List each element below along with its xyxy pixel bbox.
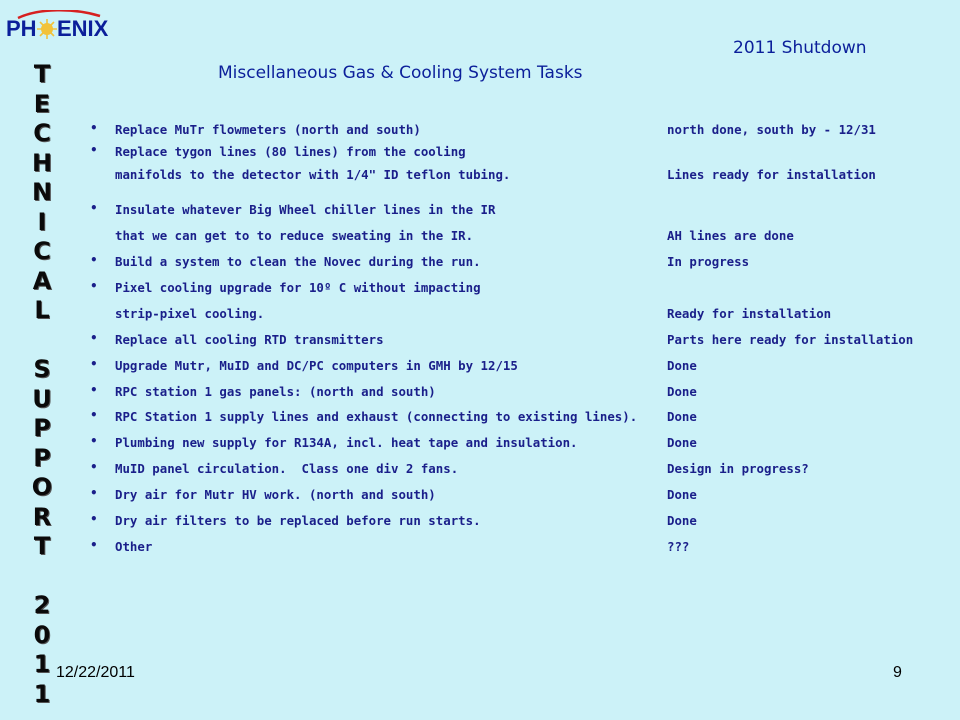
- task-description-continued: manifolds to the detector with 1/4" ID teflon tubing.: [115, 167, 511, 182]
- task-description: Plumbing new supply for R134A, incl. heat tape and insulation.: [115, 435, 578, 450]
- task-status: north done, south by - 12/31: [667, 122, 876, 137]
- side-letter: I: [37, 207, 47, 236]
- logo-text-right: ENIX: [57, 16, 109, 41]
- side-letter: 0: [33, 620, 51, 649]
- side-letter: C: [33, 237, 51, 265]
- bullet-icon: •: [90, 486, 98, 500]
- task-description: Dry air for Mutr HV work. (north and south): [115, 487, 436, 502]
- task-description: Replace tygon lines (80 lines) from the cooling: [115, 144, 466, 159]
- side-letter: 2: [33, 591, 51, 619]
- bullet-icon: •: [90, 512, 98, 526]
- bullet-icon: •: [90, 408, 98, 422]
- task-status: Done: [667, 384, 697, 399]
- bullet-icon: •: [90, 331, 98, 345]
- shutdown-label: 2011 Shutdown: [733, 38, 867, 58]
- bullet-icon: •: [90, 460, 98, 474]
- side-letter: P: [33, 414, 51, 442]
- phenix-logo: [4, 10, 114, 42]
- bullet-icon: •: [90, 434, 98, 448]
- footer-date: 12/22/2011: [56, 664, 135, 681]
- bullet-icon: •: [90, 357, 98, 371]
- task-description: MuID panel circulation. Class one div 2 fans.: [115, 461, 459, 476]
- task-status: Done: [667, 435, 697, 450]
- side-letter: E: [33, 89, 51, 118]
- side-letter: 1: [33, 679, 51, 708]
- slide-title: Miscellaneous Gas & Cooling System Tasks: [218, 63, 583, 83]
- task-status: In progress: [667, 254, 750, 269]
- task-status: Done: [667, 513, 697, 528]
- side-spacer: [22, 326, 62, 356]
- task-description: Build a system to clean the Novec during the run.: [115, 254, 481, 269]
- bullet-icon: •: [90, 201, 98, 215]
- task-status: Design in progress?: [667, 461, 809, 476]
- side-letter: U: [32, 384, 52, 413]
- side-letter: 1: [33, 650, 51, 678]
- task-description: Insulate whatever Big Wheel chiller lines in the IR: [115, 202, 496, 217]
- bullet-icon: •: [90, 279, 98, 293]
- task-status: Done: [667, 487, 697, 502]
- side-letter: A: [32, 266, 52, 295]
- task-status: Lines ready for installation: [667, 167, 876, 182]
- side-letter: T: [33, 60, 51, 88]
- bullet-icon: •: [90, 121, 98, 135]
- bullet-icon: •: [90, 383, 98, 397]
- task-status: Done: [667, 358, 697, 373]
- task-description: Replace MuTr flowmeters (north and south): [115, 122, 421, 137]
- side-spacer: [22, 562, 62, 592]
- logo-text-left: PH: [6, 16, 37, 41]
- side-letter: R: [32, 502, 52, 531]
- task-status: Done: [667, 409, 697, 424]
- task-description: Pixel cooling upgrade for 10º C without impacting: [115, 280, 481, 295]
- side-letter: P: [33, 443, 51, 472]
- task-description: RPC Station 1 supply lines and exhaust (connecting to existing lines).: [115, 409, 638, 424]
- bullet-icon: •: [90, 143, 98, 157]
- side-letter: T: [33, 532, 51, 560]
- task-status: ???: [667, 539, 690, 554]
- side-letter: C: [33, 119, 51, 147]
- task-status: Parts here ready for installation: [667, 332, 914, 347]
- task-description-continued: that we can get to to reduce sweating in the IR.: [115, 228, 474, 243]
- task-description: Replace all cooling RTD transmitters: [115, 332, 384, 347]
- bullet-icon: •: [90, 253, 98, 267]
- side-letter: L: [34, 296, 50, 324]
- side-title: [22, 60, 62, 709]
- task-description: Upgrade Mutr, MuID and DC/PC computers in GMH by 12/15: [115, 358, 518, 373]
- side-letter: S: [33, 355, 51, 383]
- task-description: RPC station 1 gas panels: (north and south): [115, 384, 436, 399]
- task-description-continued: strip-pixel cooling.: [115, 306, 265, 321]
- bullet-icon: •: [90, 538, 98, 552]
- side-letter: N: [31, 178, 53, 206]
- task-status: Ready for installation: [667, 306, 832, 321]
- side-letter: O: [31, 473, 53, 501]
- task-status: AH lines are done: [667, 228, 794, 243]
- task-description: Dry air filters to be replaced before run starts.: [115, 513, 481, 528]
- page-number: 9: [893, 664, 902, 681]
- side-letter: H: [31, 148, 53, 177]
- task-description: Other: [115, 539, 153, 554]
